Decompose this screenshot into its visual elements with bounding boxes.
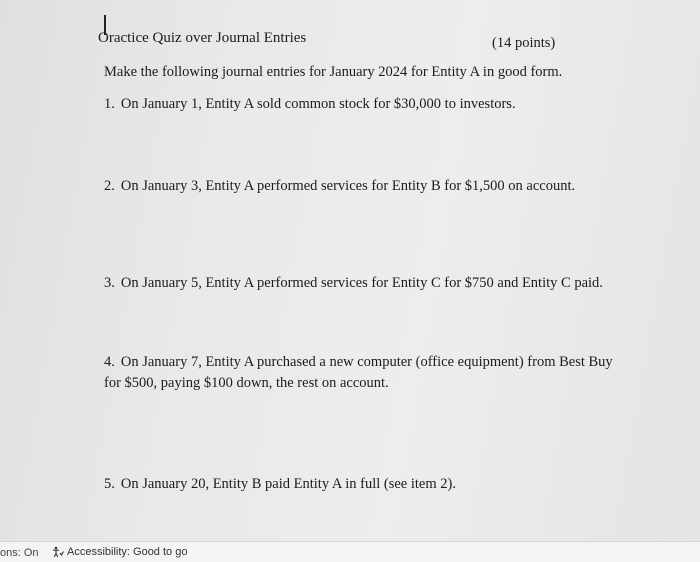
quiz-title: Oractice Quiz over Journal Entries	[98, 30, 307, 46]
item-number: 4.	[104, 354, 115, 370]
item-number: 2.	[104, 178, 115, 194]
list-item-2	[104, 176, 575, 197]
item-text-line2: for $500, paying $100 down, the rest on account.	[104, 375, 389, 391]
points-label: (14 points)	[492, 35, 556, 51]
item-text: On January 1, Entity A sold common stock for $30,000 to investors.	[120, 96, 516, 112]
item-text: On January 20, Entity B paid Entity A in full (see item 2).	[120, 476, 456, 492]
list-item-1	[104, 94, 516, 115]
accessibility-status[interactable]	[52, 546, 187, 558]
list-item-4	[104, 352, 613, 394]
status-left-text: ons: On	[0, 547, 39, 559]
instruction-text: Make the following journal entries for January 2024 for Entity A in good form.	[104, 64, 563, 80]
accessibility-label: Accessibility: Good to go	[67, 546, 188, 558]
accessibility-icon	[52, 546, 64, 558]
item-number: 5.	[104, 476, 115, 492]
item-text-line1: On January 7, Entity A purchased a new computer (office equipment) from Best Buy	[120, 354, 613, 370]
item-text: On January 3, Entity A performed services for Entity B for $1,500 on account.	[120, 178, 576, 194]
item-text: On January 5, Entity A performed services for Entity C for $750 and Entity C paid.	[120, 275, 603, 291]
item-number: 1.	[104, 96, 115, 112]
list-item-3	[104, 273, 603, 294]
item-number: 3.	[104, 275, 115, 291]
status-bar	[0, 541, 700, 562]
list-item-5	[104, 474, 456, 495]
